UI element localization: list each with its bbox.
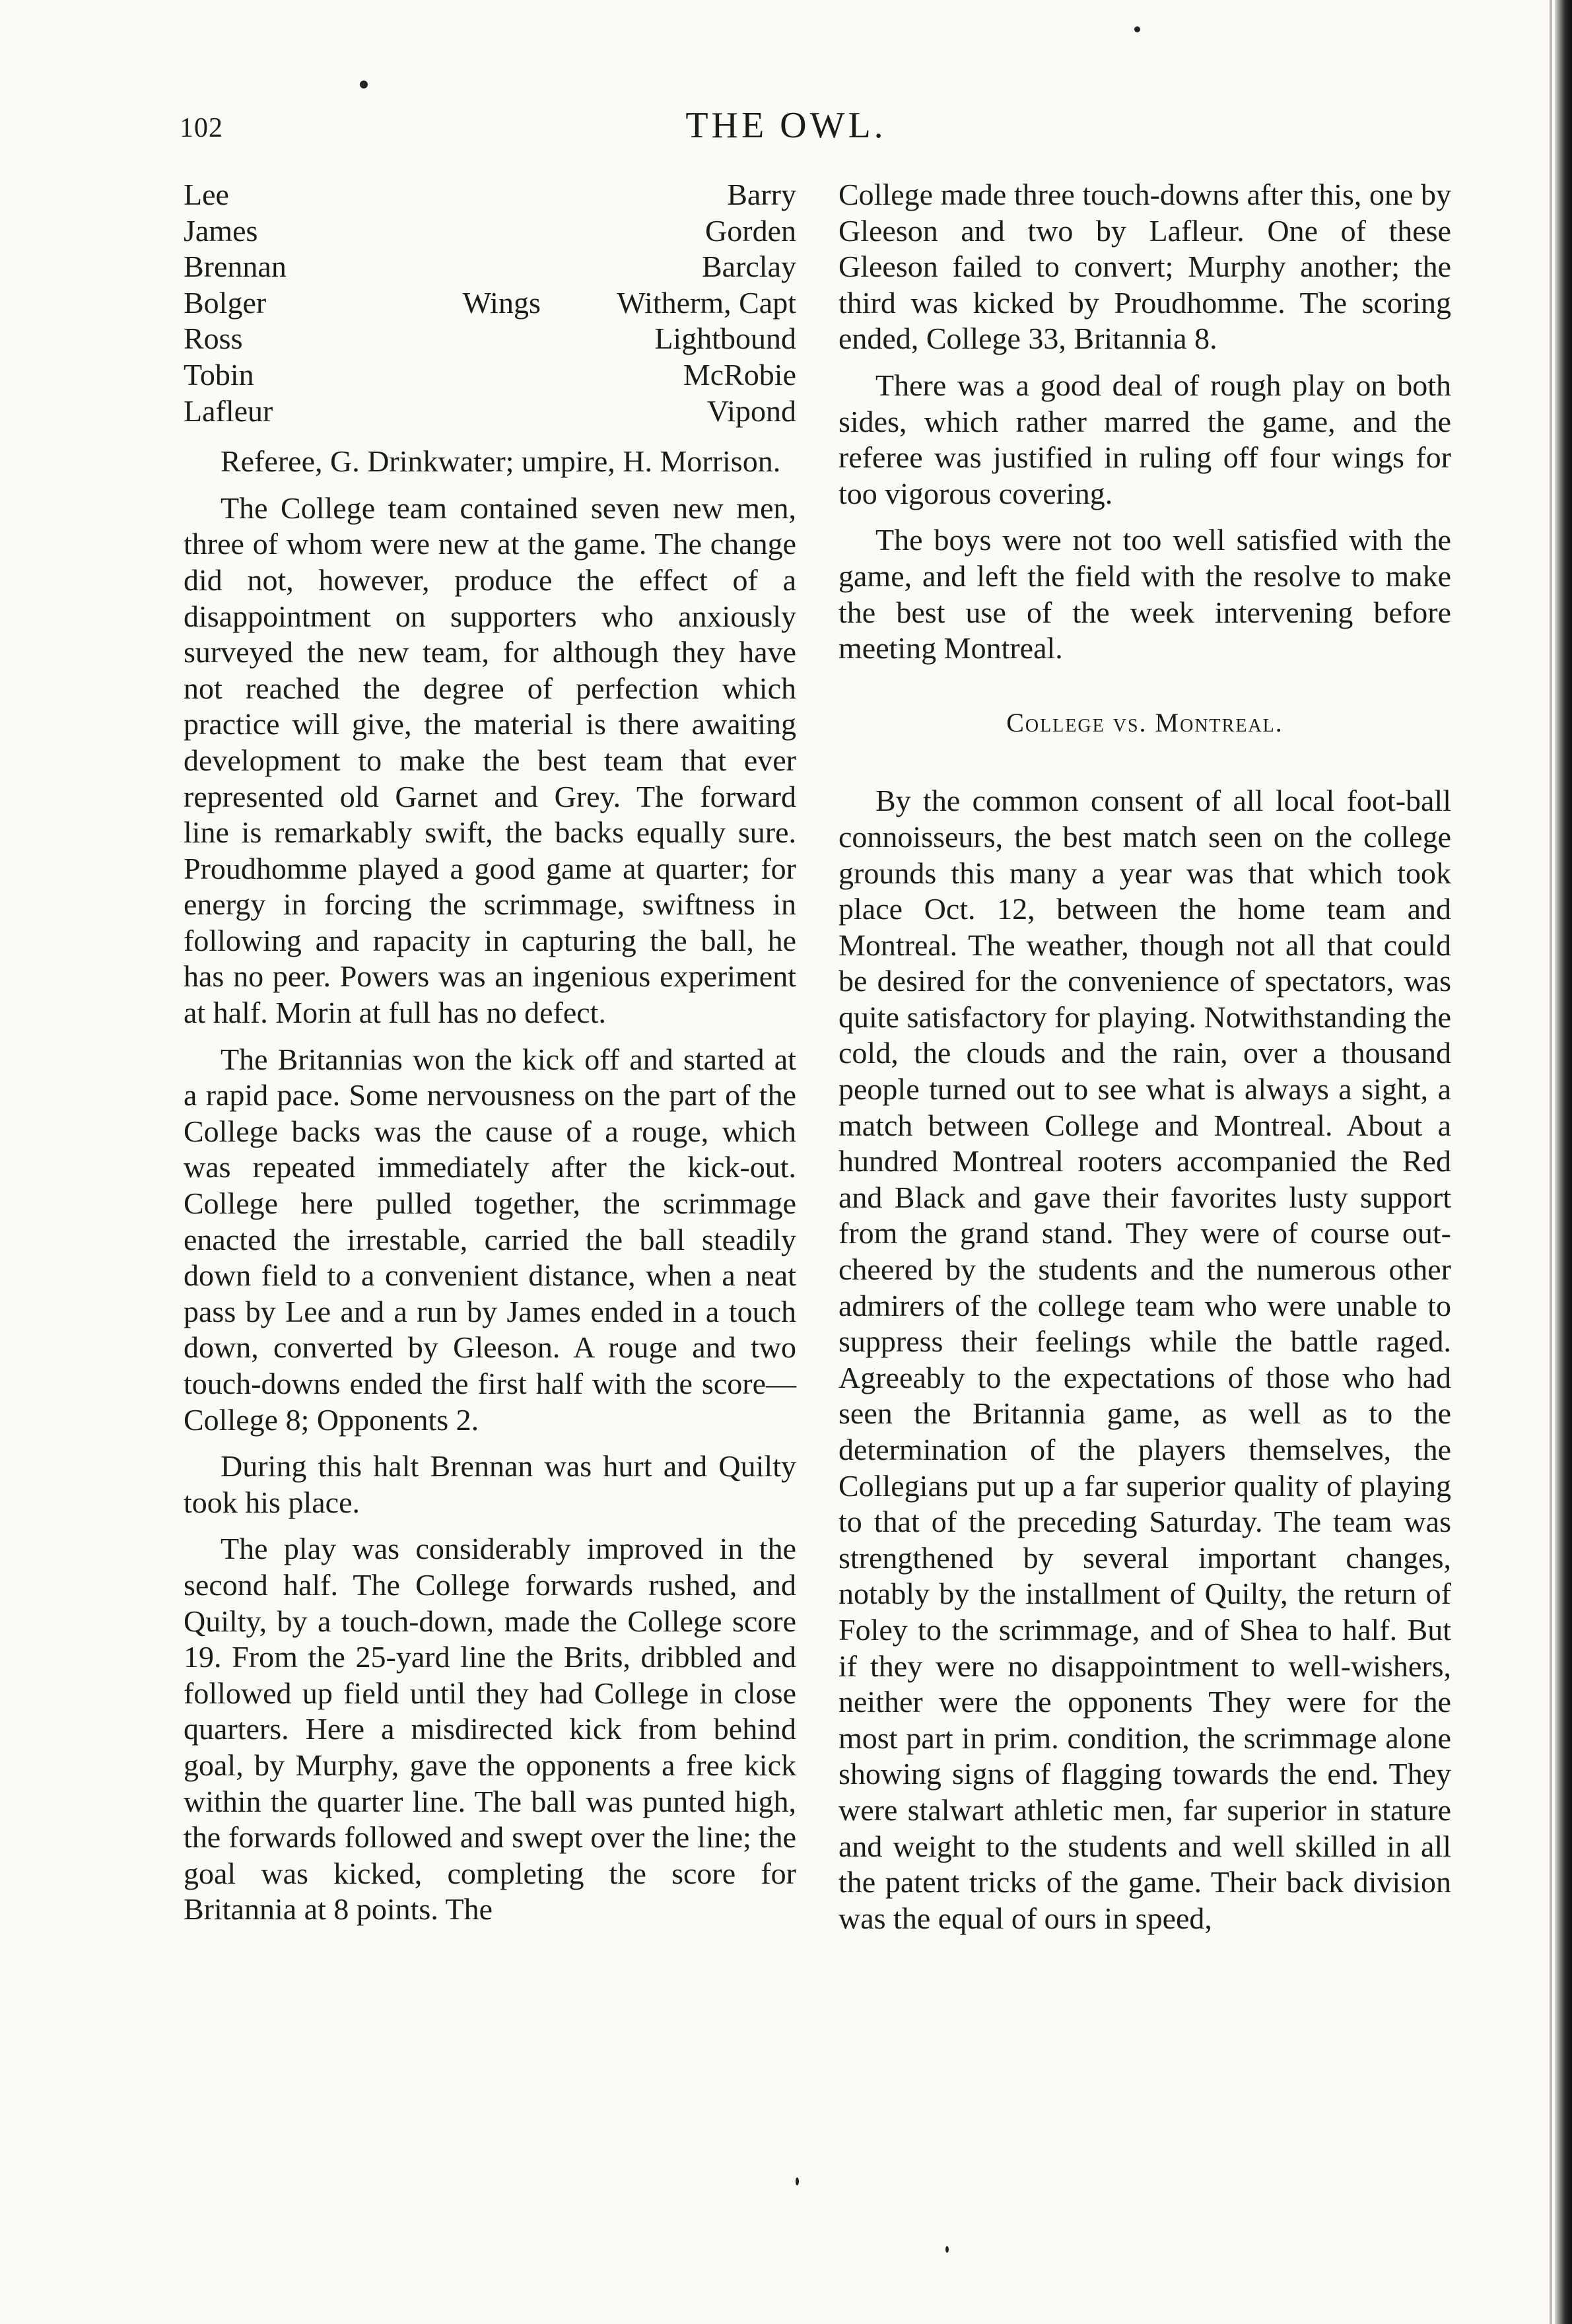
officials-paragraph: Referee, G. Drinkwater; umpire, H. Morrison. — [221, 444, 781, 479]
team-lineup — [184, 177, 796, 429]
college-player: Ross — [184, 322, 243, 356]
lineup-row — [184, 285, 796, 322]
left-column — [184, 177, 796, 1938]
lineup-position: Wings — [462, 285, 541, 320]
body-paragraph: The Britannias won the kick off and started at a rapid pace. Some nervousness on the part of the College backs was the cause of a rouge, which was repeated immediately after the kick-out. College here pulled together, the scrimmage enacted the irrestable, carried the ball steadily down field to a convenient distance, when a neat pass by Lee and a run by James ended in a touch down, converted by Gleeson. A rouge and two touch-downs ended the first half with the score—College 8; Opponents 2. — [184, 1042, 796, 1437]
ink-speck — [1134, 26, 1140, 32]
ink-speck — [945, 2246, 949, 2253]
opponent-player: Gorden — [705, 213, 796, 248]
college-player: James — [184, 213, 258, 248]
page-binding-shadow — [1550, 0, 1552, 2324]
lineup-row — [184, 357, 796, 393]
college-player: Brennan — [184, 250, 287, 284]
body-paragraph: There was a good deal of rough play on both sides, which rather marred the game, and the referee was justified in ruling off four wings for too vigorous covering. — [838, 368, 1451, 510]
body-paragraph: During this halt Brennan was hurt and Quilty took his place. — [184, 1449, 796, 1519]
opponent-player: Vipond — [706, 393, 796, 428]
lineup-row — [184, 321, 796, 357]
college-player: Lee — [184, 178, 229, 211]
right-column — [838, 177, 1451, 1947]
ink-speck — [796, 2177, 799, 2185]
opponent-player: Lightbound — [654, 322, 796, 356]
page-edge-shadow — [1555, 0, 1572, 2324]
body-paragraph: The play was considerably improved in the second half. The College forwards rushed, and Quilty, by a touch-down, made the College score 19. From the 25-yard line the Brits, dribbled and followed up field until they had College in close quarters. Here a misdirected kick from behind goal, by Murphy, gave the opponents a free kick within the quarter line. The ball was punted high, the forwards followed and swept over the line; the goal was kicked, completing the score for Britannia at 8 points. The — [184, 1532, 796, 1927]
body-paragraph: By the common consent of all local foot-ball connoisseurs, the best match seen on the college grounds this many a year was that which took place Oct. 12, between the home team and Montreal. The weather, though not all that could be desired for the convenience of spectators, was quite satisfactory for playing. Notwithstanding the cold, the clouds and the rain, over a thousand people turned out to see what is always a sight, a match between College and Montreal. About a hundred Montreal rooters accompanied the Red and Black and gave their favorites lusty support from the grand stand. They were of course out-cheered by the students and the numerous other admirers of the college team who were unable to suppress their feelings while the battle raged. Agreeably to the expectations of those who had seen the Britannia game, as well as to the determination of the players themselves, the Collegians put up a far superior quality of playing to that of the preceding Saturday. The team was strengthened by several important changes, notably by the installment of Quilty, the return of Foley to the scrimmage, and of Shea to half. But if they were no disappointment to well-wishers, neither were the opponents They were for the most part in prim. condition, the scrimmage alone showing signs of flagging towards the end. They were stalwart athletic men, far superior in stature and weight to the students and well skilled in all the patent tricks of the game. Their back division was the equal of ours in speed, — [838, 784, 1451, 1935]
ink-speck — [360, 81, 368, 88]
college-player: Lafleur — [184, 393, 273, 428]
college-player: Bolger — [184, 285, 267, 320]
lineup-row — [184, 177, 796, 213]
section-heading: College vs. Montreal. — [1006, 707, 1283, 737]
page-number: 102 — [180, 113, 223, 143]
body-paragraph: The College team contained seven new men, three of whom were new at the game. The change did not, however, produce the effect of a disappointment on supporters who anxiously surveyed the new team, for although they have not reached the degree of perfection which practice will give, the material is there awaiting development to make the best team that ever represented old Garnet and Grey. The forward line is remarkably swift, the backs equally sure. Proudhomme played a good game at quarter; for energy in forcing the scrimmage, swiftness in following and rapacity in capturing the ball, he has no peer. Powers was an ingenious experiment at half. Morin at full has no defect. — [184, 491, 796, 1030]
opponent-player: Barclay — [701, 250, 796, 284]
body-paragraph: College made three touch-downs after this, one by Gleeson and two by Lafleur. One of these Gleeson failed to convert; Murphy another; the third was kicked by Proudhomme. The scoring ended, College 33, Britannia 8. — [838, 178, 1451, 356]
running-title: THE OWL. — [685, 105, 887, 146]
lineup-row — [184, 213, 796, 250]
opponent-player: McRobie — [683, 357, 796, 392]
college-player: Tobin — [184, 357, 254, 392]
lineup-row — [184, 393, 796, 430]
body-paragraph: The boys were not too well satisfied with the game, and left the field with the resolve to make the best use of the week intervening before meeting Montreal. — [838, 523, 1451, 666]
opponent-player: Barry — [727, 178, 796, 211]
opponent-player: Witherm, Capt — [617, 285, 796, 320]
lineup-row — [184, 249, 796, 285]
